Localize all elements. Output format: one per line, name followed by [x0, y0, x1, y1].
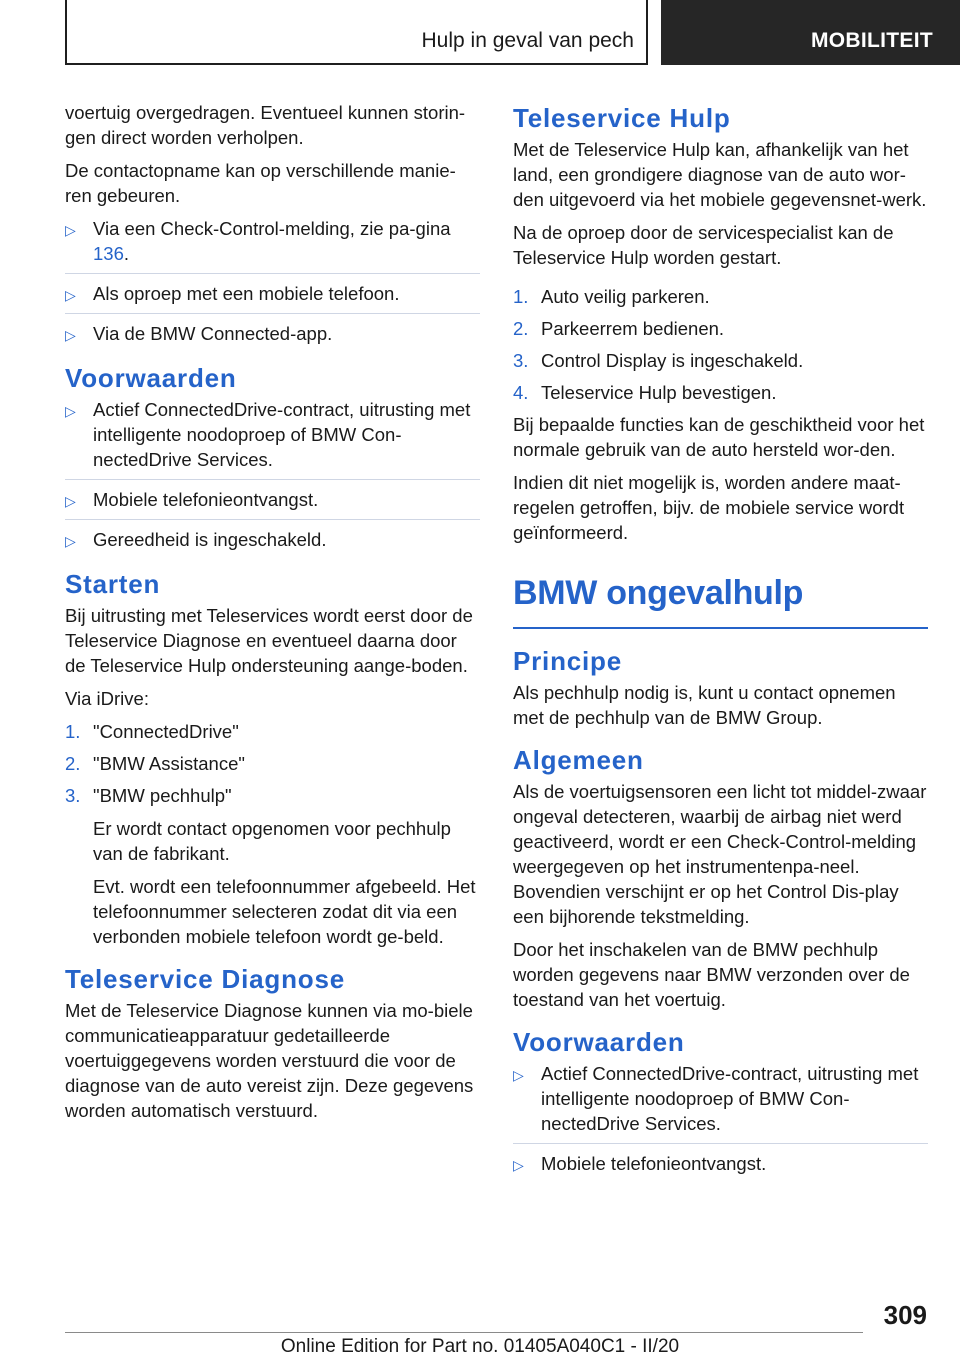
list-item — [65, 519, 480, 552]
list-item — [65, 479, 480, 512]
list-item — [513, 348, 928, 373]
list-item-text: Actief ConnectedDrive-contract, uitrusting met intelligente noodoproep of BMW Con-nectedDrive Services. — [541, 1063, 919, 1134]
page-number: 309 — [883, 1300, 927, 1330]
step-details — [93, 816, 480, 949]
triangle-bullet-icon: ▷ — [65, 327, 76, 343]
voorwaarden-list — [513, 1061, 928, 1176]
hulp-steps-list — [513, 284, 928, 405]
paragraph: Als de voertuigsensoren een licht tot middel-zwaar ongeval detecteren, waarbij de airbag niet werd geactiveerd, wordt er een Check-Control-melding weergegeven op het instrumentenpa-neel. Bovendien verschijnt er op het Control Dis-play een bijhorende tekstmelding. — [513, 781, 927, 927]
header-section-title: Hulp in geval van pech — [421, 29, 634, 52]
section-heading-teleservice-diagnose: Teleservice Diagnose — [65, 964, 345, 994]
list-item — [513, 1143, 928, 1176]
list-item-text: Via een Check-Control-melding, zie pa-gina — [93, 218, 451, 239]
triangle-bullet-icon: ▷ — [65, 287, 76, 303]
list-item-text: Als oproep met een mobiele telefoon. — [93, 283, 400, 304]
paragraph: Met de Teleservice Hulp kan, afhankelijk van het land, een grondigere diagnose van de auto wor-den uitgevoerd via het mobiele gegevensnet-werk. — [513, 139, 927, 210]
list-item — [513, 1061, 928, 1136]
list-item — [65, 313, 480, 346]
list-item-text: Actief ConnectedDrive-contract, uitrusting met intelligente noodoproep of BMW Con-nectedDrive Services. — [93, 399, 471, 470]
paragraph: Na de oproep door de servicespecialist kan de Teleservice Hulp worden gestart. — [513, 222, 894, 268]
contact-methods-list — [65, 216, 480, 346]
section-heading-starten: Starten — [65, 569, 161, 599]
step-number: 2. — [513, 318, 529, 339]
paragraph: Door het inschakelen van de BMW pechhulp worden gegevens naar BMW verzonden over de toestand van het voertuig. — [513, 939, 910, 1010]
list-item — [65, 273, 480, 306]
left-column — [65, 100, 480, 1131]
paragraph: Met de Teleservice Diagnose kunnen via mo-biele communicatieapparatuur gedetailleerde voertuiggegevens worden verstuurd die voor de diagnose van de auto vereist zijn. Deze gegevens worden automatisch verstuurd. — [65, 1000, 474, 1121]
section-heading-principe: Principe — [513, 646, 622, 676]
footer-divider — [65, 1332, 863, 1333]
step-number: 4. — [513, 382, 529, 403]
list-item-text: . — [123, 243, 130, 264]
list-item-text: "BMW pechhulp" — [93, 785, 232, 806]
triangle-bullet-icon: ▷ — [65, 493, 76, 509]
step-number: 3. — [65, 785, 81, 806]
list-item-text: Parkeerrem bedienen. — [541, 318, 725, 339]
triangle-bullet-icon: ▷ — [513, 1067, 524, 1083]
idrive-steps-list — [65, 719, 480, 949]
list-item — [65, 216, 480, 266]
paragraph: Er wordt contact opgenomen voor pechhulp van de fabrikant. — [93, 818, 451, 864]
step-number: 1. — [65, 721, 81, 742]
chapter-heading-bmw-ongevalhulp: BMW ongevalhulp — [513, 573, 928, 629]
list-item — [513, 316, 928, 341]
paragraph: Als pechhulp nodig is, kunt u contact opnemen met de pechhulp van de BMW Group. — [513, 682, 896, 728]
list-item-text: Via de BMW Connected-app. — [93, 323, 333, 344]
step-number: 3. — [513, 350, 529, 371]
header-chapter-title: MOBILITEIT — [811, 29, 933, 52]
footer-edition: Online Edition for Part no. 01405A040C1 - II/20 — [280, 1336, 680, 1357]
list-item-text: Control Display is ingeschakeld. — [541, 350, 804, 371]
list-item-text: Mobiele telefonieontvangst. — [541, 1153, 767, 1174]
paragraph: Bij bepaalde functies kan de geschiktheid voor het normale gebruik van de auto hersteld wor-den. — [513, 414, 925, 460]
list-item — [65, 719, 480, 744]
header-section-box — [65, 0, 648, 65]
paragraph: voertuig overgedragen. Eventueel kunnen storin-gen direct worden verholpen. — [65, 102, 466, 148]
paragraph: Indien dit niet mogelijk is, worden andere maat-regelen getroffen, bijv. de mobiele service wordt geïnformeerd. — [513, 472, 905, 543]
list-item-text: Gereedheid is ingeschakeld. — [93, 529, 327, 550]
section-heading-voorwaarden: Voorwaarden — [65, 363, 237, 393]
triangle-bullet-icon: ▷ — [513, 1157, 524, 1173]
list-item — [65, 751, 480, 776]
page-link[interactable]: 136 — [93, 243, 124, 264]
header-chapter-box — [661, 0, 960, 65]
paragraph: De contactopname kan op verschillende manie-ren gebeuren. — [65, 160, 456, 206]
list-item-text: "BMW Assistance" — [93, 753, 245, 774]
list-item — [65, 783, 480, 949]
step-number: 1. — [513, 286, 529, 307]
list-item-text: Teleservice Hulp bevestigen. — [541, 382, 777, 403]
triangle-bullet-icon: ▷ — [65, 403, 76, 419]
voorwaarden-list — [65, 397, 480, 552]
triangle-bullet-icon: ▷ — [65, 533, 76, 549]
list-item — [65, 397, 480, 472]
list-item-text: "ConnectedDrive" — [93, 721, 239, 742]
paragraph: Bij uitrusting met Teleservices wordt eerst door de Teleservice Diagnose en eventueel daarna door de Teleservice Hulp ondersteuning aange-boden. — [65, 605, 473, 676]
list-item — [513, 380, 928, 405]
section-heading-teleservice-hulp: Teleservice Hulp — [513, 103, 731, 133]
step-number: 2. — [65, 753, 81, 774]
section-heading-voorwaarden: Voorwaarden — [513, 1027, 685, 1057]
paragraph: Evt. wordt een telefoonnummer afgebeeld. Het telefoonnummer selecteren zodat dit via een verbonden mobiele telefoon wordt ge-beld. — [93, 876, 476, 947]
section-heading-algemeen: Algemeen — [513, 745, 644, 775]
paragraph: Via iDrive: — [65, 688, 149, 709]
right-column — [513, 100, 928, 1183]
list-item-text: Auto veilig parkeren. — [541, 286, 710, 307]
list-item-text: Mobiele telefonieontvangst. — [93, 489, 319, 510]
list-item — [513, 284, 928, 309]
triangle-bullet-icon: ▷ — [65, 222, 76, 238]
